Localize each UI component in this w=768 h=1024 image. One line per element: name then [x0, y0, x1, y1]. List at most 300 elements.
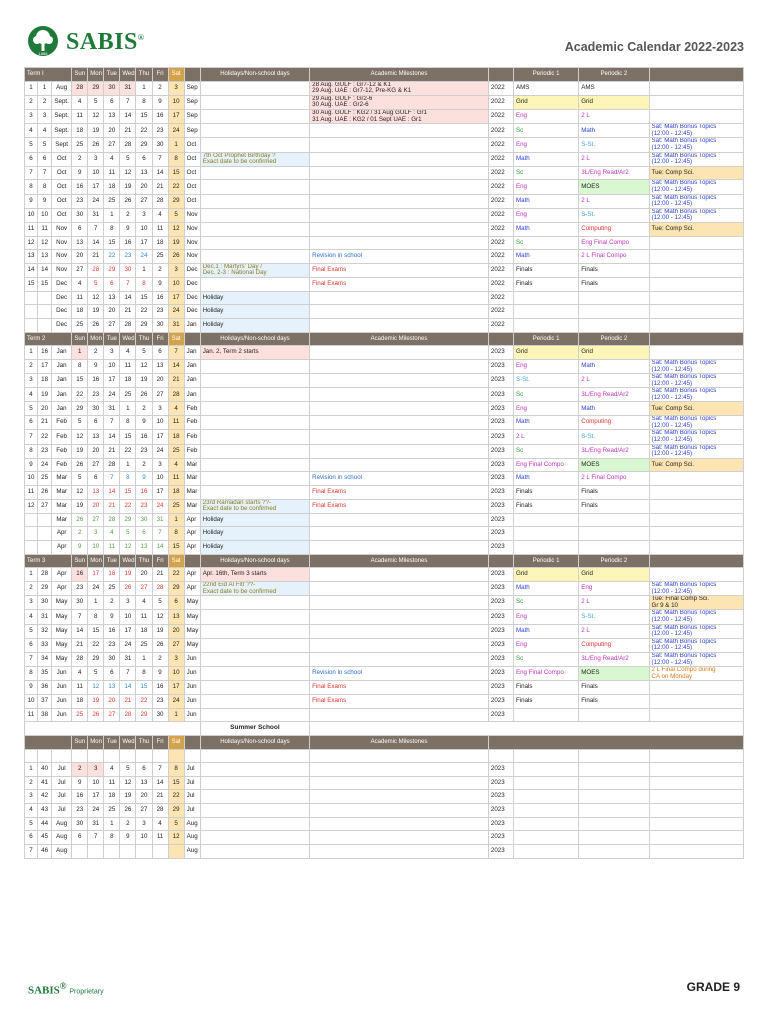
periodic2-cell: [579, 776, 649, 790]
day-cell: 9: [72, 776, 88, 790]
year-week-number: 22: [38, 430, 52, 444]
day-cell: 17: [88, 790, 104, 804]
day-cell: 2: [72, 527, 88, 541]
periodic1-cell: Math: [513, 472, 578, 486]
day-cell: 10: [152, 472, 168, 486]
milestone-cell: Final Exams: [310, 499, 489, 513]
day-cell: 8: [168, 152, 184, 166]
day-cell: 22: [104, 250, 120, 264]
note-cell: Sat: Math Bonus Topics (12:00 - 12:45): [649, 430, 743, 444]
summer-header-row: [25, 735, 744, 749]
year-week-number: 13: [38, 250, 52, 264]
term-week-number: [25, 319, 38, 333]
day-cell: 14: [72, 624, 88, 638]
day-cell: 17: [88, 568, 104, 582]
month-cell: Jan: [52, 359, 72, 373]
year-cell: 2022: [488, 222, 513, 236]
day-cell: 22: [168, 568, 184, 582]
day-cell: 24: [168, 305, 184, 319]
day-cell: 15: [168, 776, 184, 790]
weekday-header: Thu: [136, 68, 152, 82]
day-cell: 25: [104, 194, 120, 208]
day-cell: 23: [120, 250, 136, 264]
periodic2-cell: [579, 763, 649, 777]
year-week-number: [38, 541, 52, 555]
term-week-number: 7: [25, 166, 38, 180]
periodic2-cell: [579, 845, 649, 859]
day-cell: 11: [152, 831, 168, 845]
month-cell: Mar: [52, 485, 72, 499]
day-cell: 4: [72, 95, 88, 109]
year-week-number: 4: [38, 124, 52, 138]
day-cell: 4: [136, 596, 152, 610]
periodic1-cell: Eng: [513, 359, 578, 373]
holiday-cell: [200, 430, 309, 444]
year-cell: 2023: [488, 831, 513, 845]
day-cell: 29: [88, 652, 104, 666]
milestone-cell: [310, 194, 489, 208]
end-month-cell: Nov: [184, 250, 200, 264]
day-cell: 1: [136, 652, 152, 666]
holiday-cell: 23rd Ramadan starts ??- Exact date to be confirmed: [200, 499, 309, 513]
calendar-week-row: [25, 152, 744, 166]
day-cell: 15: [136, 291, 152, 305]
periodic2-cell: Finals: [579, 263, 649, 277]
end-month-cell: Dec: [184, 263, 200, 277]
day-cell: 7: [120, 95, 136, 109]
day-cell: 4: [104, 152, 120, 166]
term-week-number: [25, 291, 38, 305]
day-cell: 12: [88, 681, 104, 695]
year-cell: 2023: [488, 472, 513, 486]
day-cell: 12: [152, 610, 168, 624]
day-cell: 23: [72, 194, 88, 208]
periodic2-cell: 3L/Eng Read/Ar2: [579, 652, 649, 666]
year-cell: 2023: [488, 845, 513, 859]
day-cell: 16: [136, 430, 152, 444]
periodic1-cell: Finals: [513, 485, 578, 499]
term-week-number: 8: [25, 180, 38, 194]
day-cell: 29: [120, 513, 136, 527]
holiday-cell: [200, 138, 309, 152]
milestone-cell: [310, 388, 489, 402]
day-cell: 9: [104, 610, 120, 624]
calendar-table-wrapper: [24, 67, 744, 859]
milestone-cell: [310, 180, 489, 194]
day-cell: 22: [72, 388, 88, 402]
milestone-cell: Final Exams: [310, 485, 489, 499]
calendar-week-row: [25, 416, 744, 430]
month-cell: Sept.: [52, 95, 72, 109]
day-cell: 19: [136, 374, 152, 388]
note-cell: Tue: Comp Sci.: [649, 222, 743, 236]
day-cell: 29: [136, 319, 152, 333]
holiday-cell: 7th Oct Prophet Birthday ? Exact date to be confirmed: [200, 152, 309, 166]
day-cell: 1: [136, 81, 152, 95]
note-cell: Tue: Comp Sci.: [649, 402, 743, 416]
periodic1-cell: Sc: [513, 124, 578, 138]
holiday-cell: [200, 485, 309, 499]
holiday-cell: Jan. 2, Term 2 starts: [200, 346, 309, 360]
year-cell: 2023: [488, 359, 513, 373]
periodic2-cell: 2 L: [579, 624, 649, 638]
periodic2-cell: [579, 305, 649, 319]
year-cell: 2022: [488, 236, 513, 250]
periodic1-cell: [513, 527, 578, 541]
periodic1-cell: [513, 845, 578, 859]
calendar-week-row: [25, 817, 744, 831]
day-cell: 1: [120, 402, 136, 416]
day-cell: 29: [168, 194, 184, 208]
year-cell: 2023: [488, 582, 513, 596]
day-cell: 16: [88, 374, 104, 388]
day-cell: 16: [72, 568, 88, 582]
term-week-number: [25, 527, 38, 541]
end-month-cell: Oct: [184, 166, 200, 180]
holiday-cell: [200, 763, 309, 777]
end-month-cell: Jan: [184, 346, 200, 360]
day-cell: 12: [120, 776, 136, 790]
day-cell: 26: [72, 458, 88, 472]
weekday-header: Sat: [168, 68, 184, 82]
month-cell: Jun: [52, 694, 72, 708]
periodic2-cell: MOES: [579, 458, 649, 472]
day-cell: 13: [72, 236, 88, 250]
day-cell: 27: [136, 804, 152, 818]
day-cell: 21: [120, 124, 136, 138]
day-cell: 4: [104, 763, 120, 777]
note-cell: Sat: Math Bonus Topics (12:00 - 12:45): [649, 610, 743, 624]
milestones-header: Academic Milestones: [310, 68, 489, 82]
periodic2-cell: AMS: [579, 81, 649, 95]
end-month-cell: Apr: [184, 527, 200, 541]
day-cell: 28: [152, 582, 168, 596]
periodic2-cell: [579, 817, 649, 831]
end-month-cell: Apr: [184, 582, 200, 596]
tree-icon: [26, 26, 60, 58]
note-cell: [649, 472, 743, 486]
day-cell: 26: [120, 582, 136, 596]
calendar-week-row: [25, 790, 744, 804]
day-cell: 8: [136, 667, 152, 681]
end-month-cell: Mar: [184, 458, 200, 472]
month-cell: Oct: [52, 180, 72, 194]
milestones-header: Academic Milestones: [310, 332, 489, 346]
milestone-cell: Final Exams: [310, 681, 489, 695]
day-cell: 24: [120, 638, 136, 652]
year-col-header: [488, 554, 513, 568]
day-cell: 27: [104, 319, 120, 333]
day-cell: 19: [152, 624, 168, 638]
term-week-number: 7: [25, 652, 38, 666]
term-week-number: 3: [25, 596, 38, 610]
note-cell: [649, 694, 743, 708]
end-month-cell: Jun: [184, 681, 200, 695]
year-cell: 2022: [488, 81, 513, 95]
end-month-cell: Apr: [184, 513, 200, 527]
periodic1-cell: Eng: [513, 610, 578, 624]
day-cell: 9: [152, 667, 168, 681]
extra-col-header: [649, 68, 743, 82]
day-cell: 1: [168, 513, 184, 527]
day-cell: 4: [72, 667, 88, 681]
note-cell: [649, 763, 743, 777]
month-cell: Feb: [52, 458, 72, 472]
day-cell: 26: [88, 319, 104, 333]
end-month-cell: Jun: [184, 708, 200, 722]
calendar-week-row: [25, 166, 744, 180]
year-week-number: 20: [38, 402, 52, 416]
periodic2-cell: 3L/Eng Read/Ar2: [579, 444, 649, 458]
day-cell: 15: [120, 430, 136, 444]
term-week-number: 11: [25, 485, 38, 499]
end-month-cell: Jun: [184, 652, 200, 666]
month-cell: Feb: [52, 430, 72, 444]
day-cell: 16: [72, 790, 88, 804]
day-cell: 24: [152, 444, 168, 458]
day-cell: 12: [88, 291, 104, 305]
milestone-cell: 30 Aug. GULF : KG2 / 31 Aug GULF : Gr1 31 Aug. UAE : KG2 / 01 Sept UAE : Gr1: [310, 110, 489, 124]
periodic2-cell: Grid: [579, 346, 649, 360]
year-week-number: 17: [38, 359, 52, 373]
day-cell: 18: [104, 790, 120, 804]
milestone-cell: [310, 582, 489, 596]
milestone-cell: [310, 790, 489, 804]
periodic2-cell: Computing: [579, 416, 649, 430]
year-week-number: 24: [38, 458, 52, 472]
month-cell: Jan: [52, 388, 72, 402]
month-col-header: [184, 332, 200, 346]
day-cell: 19: [72, 444, 88, 458]
periodic2-cell: [579, 804, 649, 818]
term-week-number: 3: [25, 374, 38, 388]
end-month-cell: Oct: [184, 152, 200, 166]
day-cell: 4: [104, 527, 120, 541]
day-cell: 2: [152, 81, 168, 95]
holiday-cell: [200, 236, 309, 250]
day-cell: 15: [168, 541, 184, 555]
day-cell: 5: [168, 817, 184, 831]
periodic2-cell: S-St.: [579, 208, 649, 222]
month-cell: Jul: [52, 776, 72, 790]
day-cell: 13: [104, 291, 120, 305]
day-cell: 12: [120, 541, 136, 555]
milestone-cell: [310, 291, 489, 305]
year-cell: 2023: [488, 485, 513, 499]
month-cell: May: [52, 610, 72, 624]
year-cell: 2022: [488, 152, 513, 166]
month-cell: Jan: [52, 374, 72, 388]
weekday-header: Sat: [168, 332, 184, 346]
day-cell: 17: [168, 681, 184, 695]
milestone-cell: [310, 138, 489, 152]
day-cell: 19: [120, 568, 136, 582]
periodic2-cell: MOES: [579, 667, 649, 681]
day-cell: 19: [88, 305, 104, 319]
day-cell: 25: [72, 138, 88, 152]
day-cell: 20: [104, 124, 120, 138]
year-cell: 2022: [488, 305, 513, 319]
holidays-header: Holidays/Non-school days: [200, 554, 309, 568]
year-week-number: 5: [38, 138, 52, 152]
periodic2-cell: Math: [579, 359, 649, 373]
periodic1-cell: [513, 776, 578, 790]
month-cell: Aug: [52, 831, 72, 845]
calendar-week-row: [25, 222, 744, 236]
day-cell: 10: [168, 667, 184, 681]
year-week-number: 16: [38, 346, 52, 360]
year-cell: 2023: [488, 444, 513, 458]
year-week-number: 11: [38, 222, 52, 236]
day-cell: 28: [120, 319, 136, 333]
day-cell: 7: [168, 346, 184, 360]
day-cell: 1: [136, 263, 152, 277]
day-cell: 19: [88, 694, 104, 708]
year-week-number: 10: [38, 208, 52, 222]
end-month-cell: Feb: [184, 416, 200, 430]
day-cell: 20: [152, 374, 168, 388]
day-cell: 4: [120, 346, 136, 360]
day-cell: 16: [152, 681, 168, 695]
holiday-cell: [200, 359, 309, 373]
day-cell: 21: [104, 444, 120, 458]
day-cell: 5: [88, 278, 104, 292]
day-cell: 20: [72, 250, 88, 264]
term-week-number: 6: [25, 416, 38, 430]
term-week-number: 10: [25, 472, 38, 486]
holiday-cell: [200, 222, 309, 236]
note-cell: Tue: Final Comp Sci. Gr 9 & 10: [649, 596, 743, 610]
periodic2-cell: 2 L: [579, 596, 649, 610]
day-cell: 6: [88, 472, 104, 486]
day-cell: 5: [120, 527, 136, 541]
periodic1-cell: Grid: [513, 95, 578, 109]
weekday-header: Sat: [168, 735, 184, 749]
holiday-cell: [200, 388, 309, 402]
day-cell: 1: [104, 208, 120, 222]
day-cell: 6: [104, 667, 120, 681]
day-cell: 9: [136, 472, 152, 486]
month-cell: Jun: [52, 667, 72, 681]
day-cell: 7: [88, 222, 104, 236]
month-cell: Oct: [52, 194, 72, 208]
milestone-cell: [310, 222, 489, 236]
end-month-cell: Aug: [184, 831, 200, 845]
term-week-number: 5: [25, 138, 38, 152]
term-week-number: 6: [25, 152, 38, 166]
end-month-cell: Jan: [184, 359, 200, 373]
periodic2-cell: Finals: [579, 681, 649, 695]
end-month-cell: Mar: [184, 472, 200, 486]
day-cell: 21: [152, 790, 168, 804]
calendar-week-row: [25, 250, 744, 264]
year-week-number: 32: [38, 624, 52, 638]
day-cell: 6: [104, 95, 120, 109]
periodic1-cell: [513, 513, 578, 527]
periodic1-cell: Eng: [513, 402, 578, 416]
milestone-cell: [310, 596, 489, 610]
periodic2-cell: [579, 541, 649, 555]
month-cell: Aug: [52, 845, 72, 859]
day-cell: 1: [88, 596, 104, 610]
day-cell: 8: [72, 359, 88, 373]
day-cell: 5: [168, 208, 184, 222]
day-cell: 14: [120, 110, 136, 124]
day-cell: 17: [88, 180, 104, 194]
milestone-cell: [310, 845, 489, 859]
end-month-cell: Feb: [184, 444, 200, 458]
day-cell: 2: [136, 458, 152, 472]
month-cell: May: [52, 624, 72, 638]
month-cell: Jul: [52, 763, 72, 777]
periodic1-cell: [513, 291, 578, 305]
day-cell: 13: [88, 485, 104, 499]
table-header-row: [25, 68, 744, 82]
holiday-cell: [200, 95, 309, 109]
month-cell: Nov: [52, 263, 72, 277]
periodic1-cell: [513, 831, 578, 845]
day-cell: 18: [120, 374, 136, 388]
milestone-cell: [310, 763, 489, 777]
periodic2-cell: Eng: [579, 582, 649, 596]
day-cell: 30: [72, 208, 88, 222]
day-cell: 28: [152, 194, 168, 208]
milestone-cell: [310, 305, 489, 319]
periodic1-cell: Eng: [513, 638, 578, 652]
holiday-cell: [200, 374, 309, 388]
month-cell: Feb: [52, 416, 72, 430]
month-cell: Apr: [52, 568, 72, 582]
year-week-number: 14: [38, 263, 52, 277]
milestone-cell: [310, 638, 489, 652]
day-cell: 25: [168, 499, 184, 513]
holiday-cell: Dec.1 : Martyrs' Day / Dec. 2-3 : National Day: [200, 263, 309, 277]
note-cell: Sat: Math Bonus Topics (12:00 - 12:45): [649, 208, 743, 222]
month-cell: Nov: [52, 222, 72, 236]
day-cell: 6: [136, 763, 152, 777]
milestone-cell: [310, 458, 489, 472]
note-cell: [649, 527, 743, 541]
day-cell: 14: [152, 541, 168, 555]
end-month-cell: Jul: [184, 763, 200, 777]
day-cell: 30: [136, 513, 152, 527]
weekday-header: Sun: [72, 68, 88, 82]
day-cell: 6: [104, 278, 120, 292]
day-cell: 21: [120, 694, 136, 708]
month-cell: May: [52, 652, 72, 666]
day-cell: 3: [120, 596, 136, 610]
day-cell: 26: [152, 638, 168, 652]
holiday-cell: [200, 845, 309, 859]
year-cell: 2022: [488, 291, 513, 305]
periodic2-cell: Finals: [579, 485, 649, 499]
day-cell: 10: [136, 831, 152, 845]
day-cell: 26: [136, 388, 152, 402]
term-week-number: 1: [25, 346, 38, 360]
month-col-header: [184, 554, 200, 568]
periodic1-cell: Math: [513, 624, 578, 638]
end-month-cell: Sep: [184, 95, 200, 109]
periodic2-cell: [579, 708, 649, 722]
year-week-number: 45: [38, 831, 52, 845]
year-cell: 2022: [488, 319, 513, 333]
year-week-number: 43: [38, 804, 52, 818]
day-cell: 1: [168, 708, 184, 722]
year-week-number: 8: [38, 180, 52, 194]
end-month-cell: Feb: [184, 402, 200, 416]
end-month-cell: Dec: [184, 291, 200, 305]
term-week-number: 7: [25, 845, 38, 859]
